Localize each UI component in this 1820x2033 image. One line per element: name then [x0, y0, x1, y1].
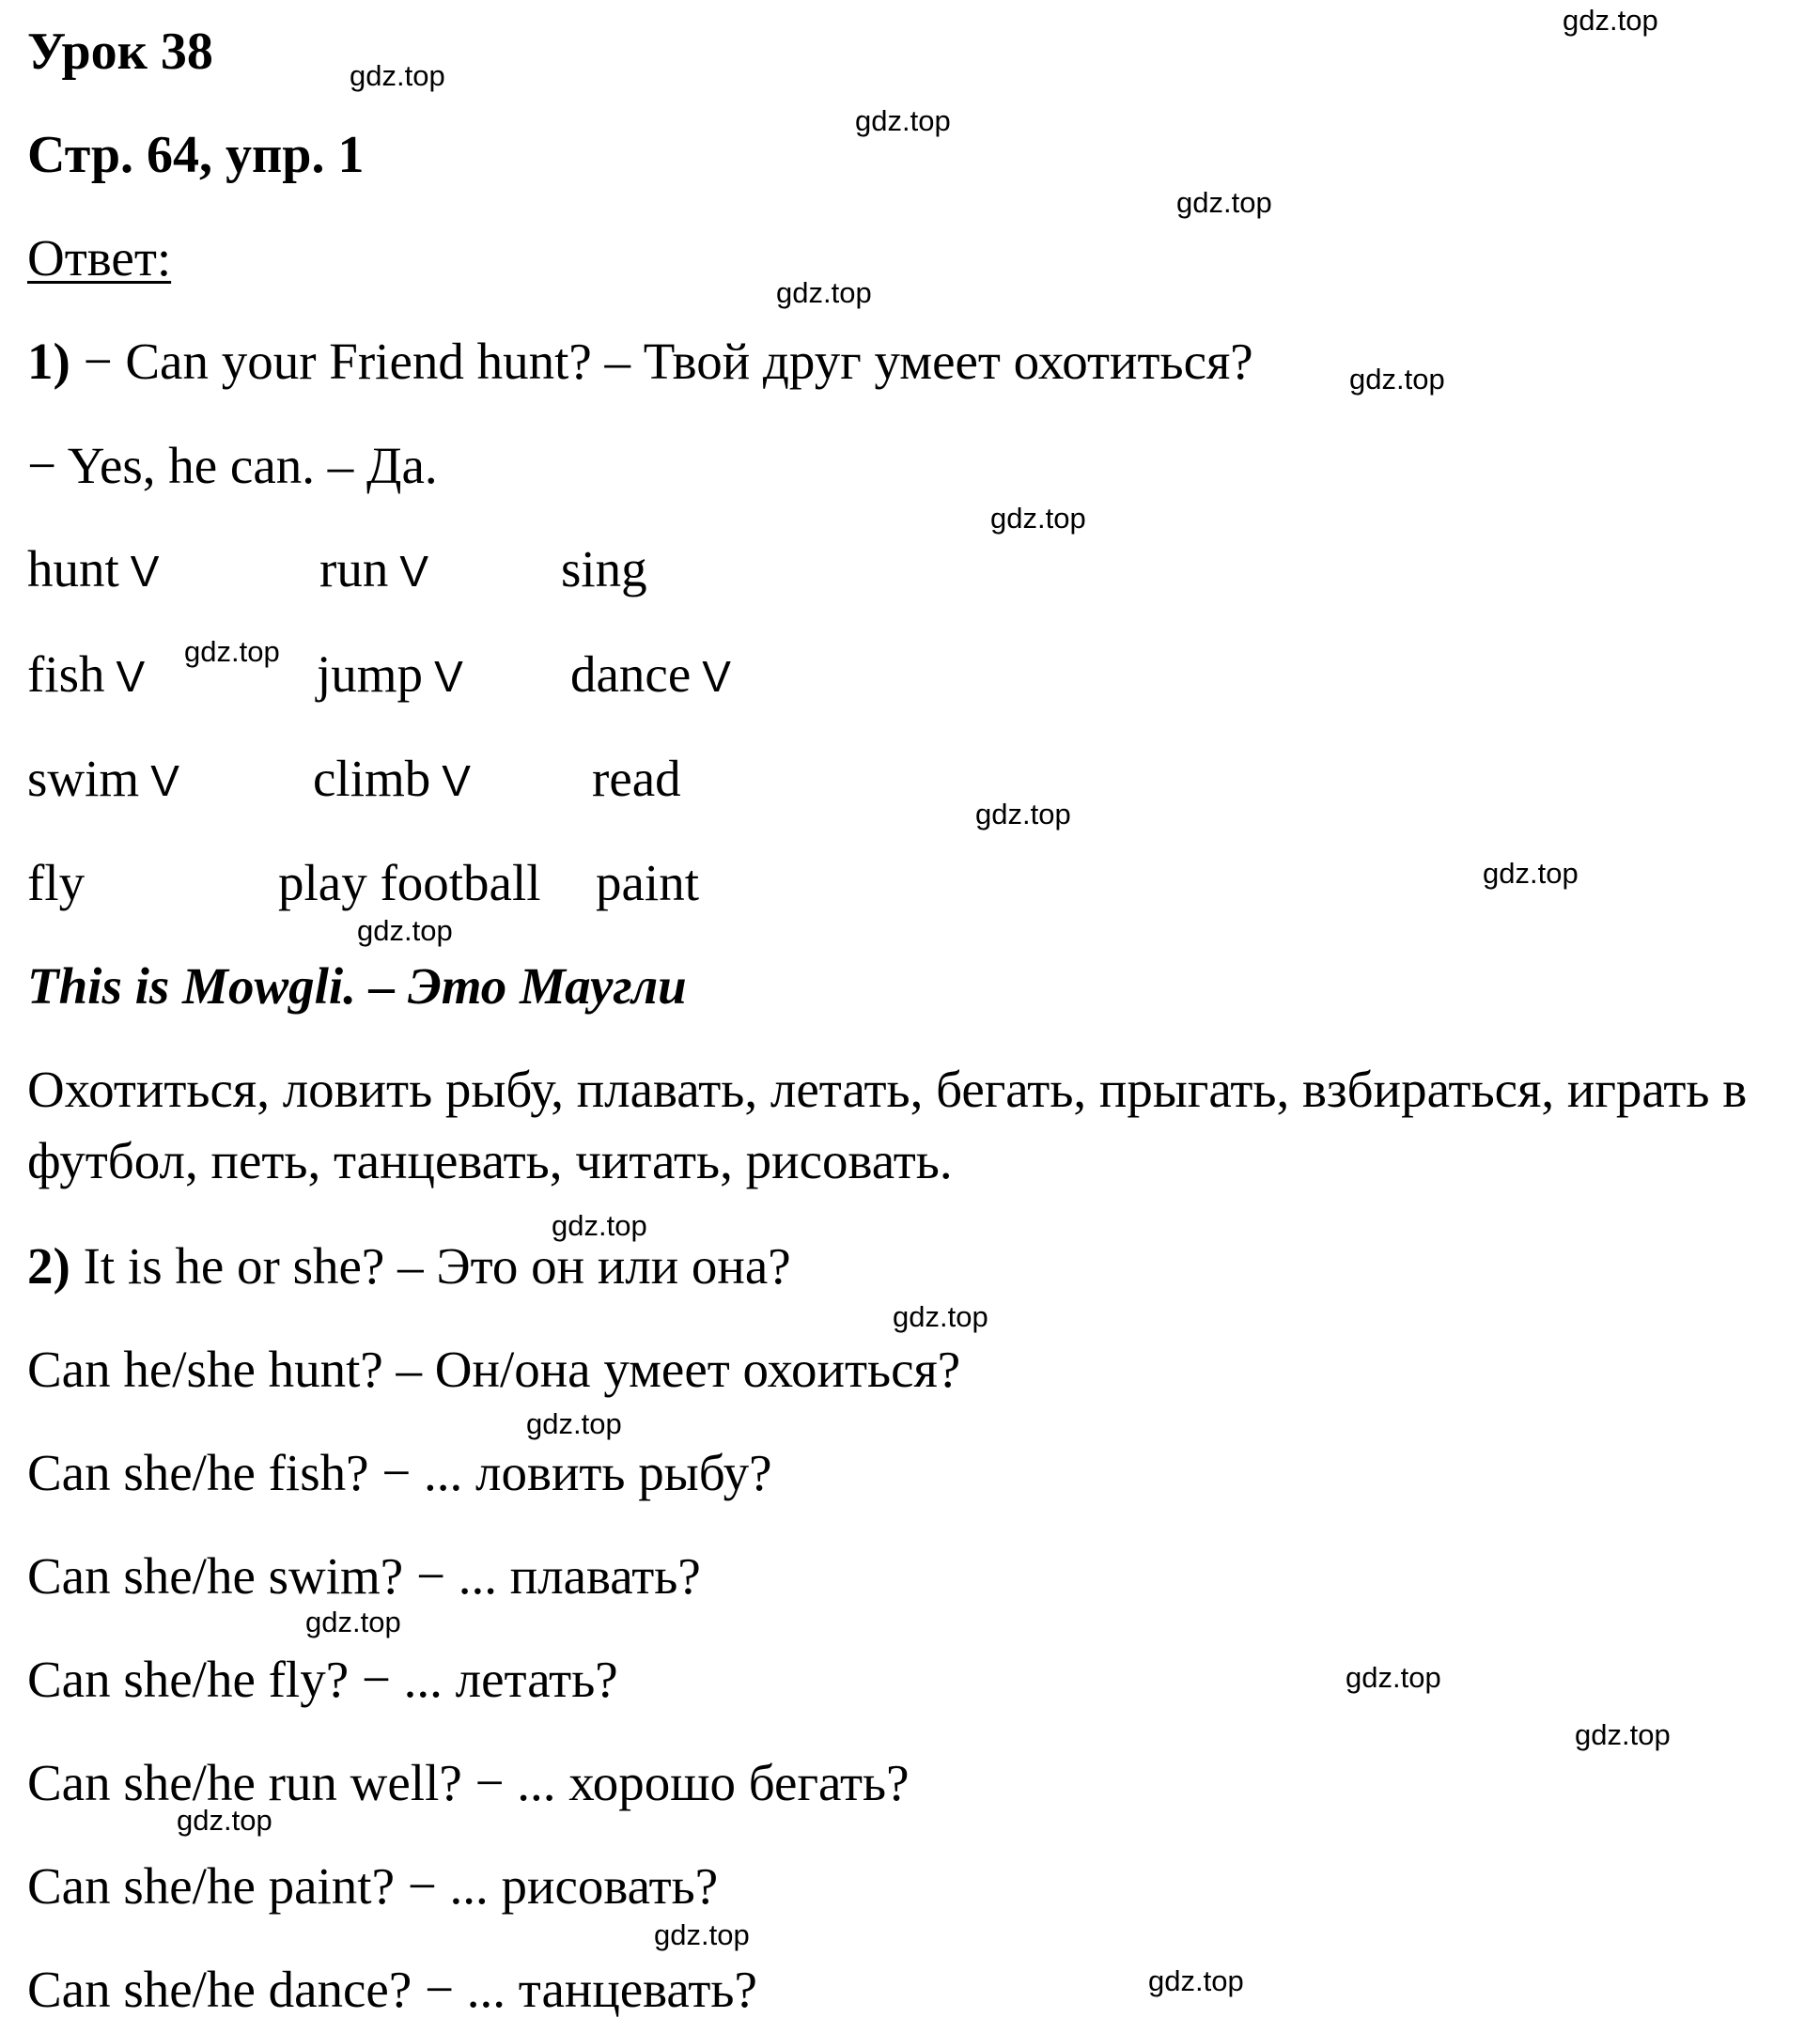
watermark: gdz.top: [526, 1407, 622, 1440]
grid-word: hunt V: [27, 540, 160, 597]
grid-word: sing: [561, 540, 647, 597]
lesson-title: Урок 38: [27, 23, 213, 81]
grid-word: paint: [596, 854, 699, 911]
watermark: gdz.top: [1346, 1661, 1441, 1694]
check-mark-icon: V: [150, 756, 179, 805]
watermark: gdz.top: [990, 502, 1086, 535]
watermark: gdz.top: [776, 276, 872, 309]
section2-question-text: It is he or she? – Это он или она?: [70, 1237, 791, 1295]
check-mark-icon: V: [399, 547, 429, 596]
check-mark-icon: V: [116, 652, 146, 701]
section2-number: 2): [27, 1237, 70, 1295]
grid-word: read: [592, 750, 681, 807]
watermark: gdz.top: [1148, 1964, 1244, 1997]
section1-number: 1): [27, 333, 70, 390]
watermark: gdz.top: [1349, 363, 1445, 396]
section2-question: [27, 1237, 791, 1295]
check-mark-icon: V: [442, 756, 471, 805]
section2-line: Can she/he swim? − ... плавать?: [27, 1547, 701, 1605]
grid-word: fish V: [27, 645, 146, 703]
check-mark-icon: V: [702, 652, 731, 701]
grid-word: jump V: [317, 645, 463, 703]
section2-line: Can she/he fly? − ... летать?: [27, 1651, 618, 1708]
grid-word: play football: [278, 854, 541, 911]
grid-word: swim V: [27, 750, 179, 807]
watermark: gdz.top: [552, 1209, 647, 1242]
watermark: gdz.top: [654, 1918, 750, 1951]
page-exercise-heading: Стр. 64, упр. 1: [27, 126, 365, 184]
watermark: gdz.top: [357, 914, 453, 947]
section1-reply: − Yes, he can. – Да.: [27, 437, 438, 494]
watermark: gdz.top: [1176, 186, 1272, 219]
section2-line: Can she/he dance? − ... танцевать?: [27, 1961, 757, 2018]
grid-word: fly: [27, 854, 86, 911]
watermark: gdz.top: [305, 1606, 401, 1638]
watermark: gdz.top: [1575, 1718, 1671, 1751]
watermark: gdz.top: [1563, 4, 1658, 37]
check-mark-icon: V: [130, 547, 160, 596]
watermark: gdz.top: [177, 1804, 272, 1837]
watermark: gdz.top: [350, 59, 445, 92]
watermark: gdz.top: [855, 104, 951, 137]
grid-word: climb V: [313, 750, 471, 807]
translation-paragraph: Охотиться, ловить рыбу, плавать, летать, бегать, прыгать, взбираться, играть в футбол, петь, танцевать, читать, рисовать.: [27, 1061, 1748, 1189]
watermark: gdz.top: [184, 635, 280, 668]
section1-question-text: − Can your Friend hunt? – Твой друг умеет охотиться?: [70, 333, 1253, 390]
grid-word: run V: [319, 540, 429, 597]
check-mark-icon: V: [434, 652, 463, 701]
grid-word: dance V: [570, 645, 731, 703]
section2-line: Can she/he paint? − ... рисовать?: [27, 1857, 719, 1915]
answer-label: Ответ:: [27, 229, 172, 287]
section2-line: Can she/he run well? − ... хорошо бегать?: [27, 1754, 910, 1811]
section1-question: [27, 333, 1253, 390]
watermark: gdz.top: [1483, 857, 1579, 890]
watermark: gdz.top: [893, 1300, 988, 1333]
watermark: gdz.top: [975, 798, 1071, 830]
mowgli-caption: This is Mowgli. – Это Маугли: [27, 957, 687, 1015]
section2-line: Can he/she hunt? – Он/она умеет охоиться?: [27, 1341, 961, 1398]
section2-line: Can she/he fish? − ... ловить рыбу?: [27, 1444, 772, 1501]
